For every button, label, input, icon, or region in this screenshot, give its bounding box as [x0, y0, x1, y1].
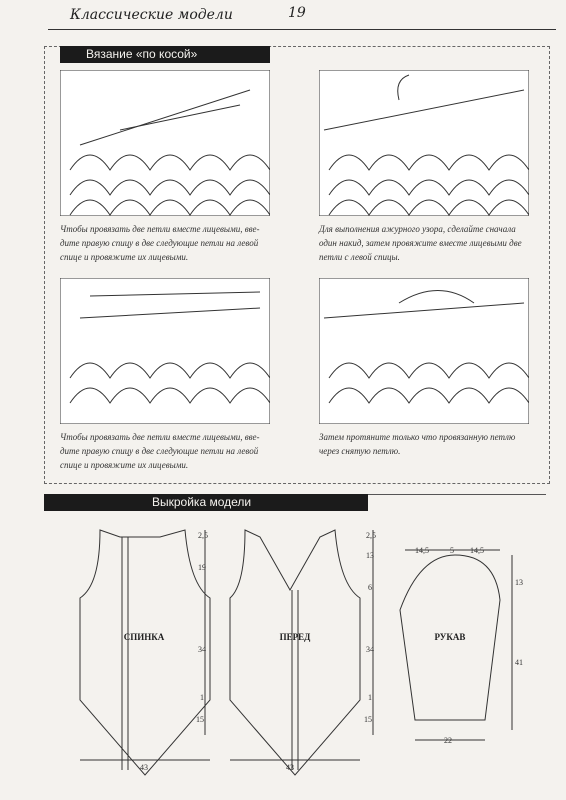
- back-dim-4: 1: [200, 693, 204, 702]
- back-dim-6: 43: [140, 763, 148, 772]
- sleeve-dim-2: 41: [515, 658, 523, 667]
- caption-3: Чтобы провязать две петли вместе лицевыми, вве- дите правую спицу в две следующие петли на левой спице и провяжите их лицевыми.: [60, 432, 260, 470]
- sleeve-top-dim-2: 5: [450, 546, 454, 555]
- back-dim-2: 19: [198, 563, 206, 572]
- front-dim-3: 6: [368, 583, 372, 592]
- front-dim-4: 34: [366, 645, 374, 654]
- back-piece-label: СПИНКА: [123, 632, 165, 642]
- technique-section-title: Вязание «по косой»: [60, 46, 270, 63]
- front-dim-1: 2,5: [366, 531, 376, 540]
- sleeve-top-dim-1: 14,5: [415, 546, 429, 555]
- front-dim-7: 43: [286, 763, 294, 772]
- sleeve-dim-1: 13: [515, 578, 523, 587]
- back-dim-1: 2,5: [198, 531, 208, 540]
- sleeve-top-dim-3: 14,5: [470, 546, 484, 555]
- sleeve-piece-outline: [400, 550, 512, 740]
- front-dim-5: 1: [368, 693, 372, 702]
- sleeve-piece-label: РУКАВ: [434, 632, 466, 642]
- pattern-section-title: Выкройка модели: [44, 494, 368, 511]
- page-number: 19: [288, 5, 306, 21]
- front-dim-2: 13: [366, 551, 374, 560]
- front-dim-6: 15: [364, 715, 372, 724]
- running-title: Классические модели: [70, 7, 233, 23]
- caption-2: Для выполнения ажурного узора, сделайте сначала один накид, затем провяжите вместе лицевыми две петли с левой спицы.: [319, 224, 522, 262]
- back-dim-5: 15: [196, 715, 204, 724]
- caption-4: Затем протяните только что провязанную петлю через снятую петлю.: [319, 432, 516, 456]
- back-piece-outline: [80, 530, 210, 775]
- sleeve-dim-3: 22: [444, 736, 452, 745]
- back-dim-3: 34: [198, 645, 206, 654]
- caption-1: Чтобы провязать две петли вместе лицевыми, вве- дите правую спицу в две следующие петли на левой спице и провяжите их лицевыми.: [60, 224, 260, 262]
- front-piece-label: ПЕРЕД: [279, 632, 311, 642]
- front-piece-outline: [230, 530, 373, 775]
